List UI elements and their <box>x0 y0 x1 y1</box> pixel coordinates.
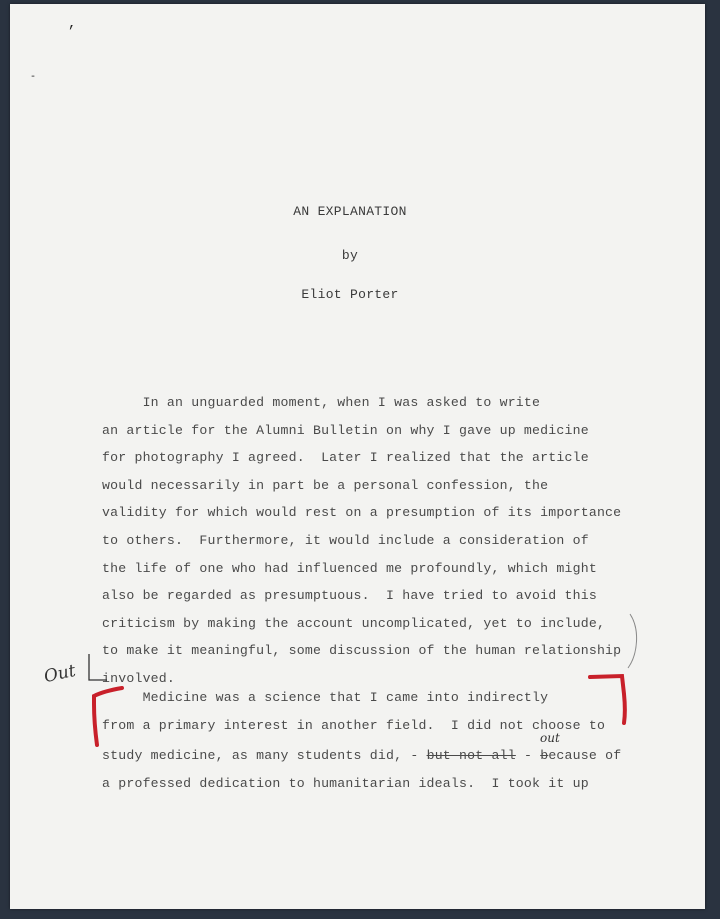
annotation-layer <box>10 4 705 909</box>
text-line: for photography I agreed. Later I realized that the article <box>102 450 589 466</box>
author-name: Eliot Porter <box>301 287 399 302</box>
text-line: an article for the Alumni Bulletin on why I gave up medicine <box>102 422 589 438</box>
document-page <box>10 4 705 909</box>
text-line: In an unguarded moment, when I was asked to write <box>102 395 541 410</box>
pencil-bracket <box>89 654 107 680</box>
text-line: to others. Furthermore, it would include a consideration of <box>102 533 589 548</box>
text-line: a professed dedication to humanitarian ideals. I took it up <box>102 776 589 791</box>
text-segment: - <box>515 748 541 763</box>
text-line: criticism by making the account uncomplicated, yet to include, <box>102 615 606 631</box>
text-line: also be regarded as presumptuous. I have tried to avoid this <box>102 588 597 604</box>
text-line: involved. <box>102 671 176 686</box>
byline-by: by <box>341 248 359 263</box>
corner-mark: , <box>68 16 77 32</box>
pencil-curve <box>628 614 637 668</box>
struck-text: but not all <box>426 748 516 763</box>
text-line: Medicine was a science that I came into indirectly <box>102 690 549 705</box>
corner-mark: - <box>30 72 37 83</box>
text-segment: - <box>402 748 427 763</box>
margin-note: Out <box>42 660 78 688</box>
struck-letter: b <box>540 748 549 763</box>
text-segment: ecause of <box>548 748 622 763</box>
insertion-note: out <box>540 731 560 745</box>
red-open-bracket <box>94 688 122 745</box>
text-line: to make it meaningful, some discussion of the human relationship <box>102 643 622 659</box>
document-title: AN EXPLANATION <box>293 204 407 219</box>
handwritten-comma: , <box>394 748 403 763</box>
text-segment: study medicine, as many students did <box>102 748 395 763</box>
text-line: from a primary interest in another field. I did not choose to <box>102 718 606 733</box>
red-close-bracket <box>590 676 625 723</box>
text-line: validity for which would rest on a presumption of its importance <box>102 505 622 521</box>
text-line: would necessarily in part be a personal confession, the <box>102 477 549 493</box>
text-line: the life of one who had influenced me profoundly, which might <box>102 560 597 576</box>
